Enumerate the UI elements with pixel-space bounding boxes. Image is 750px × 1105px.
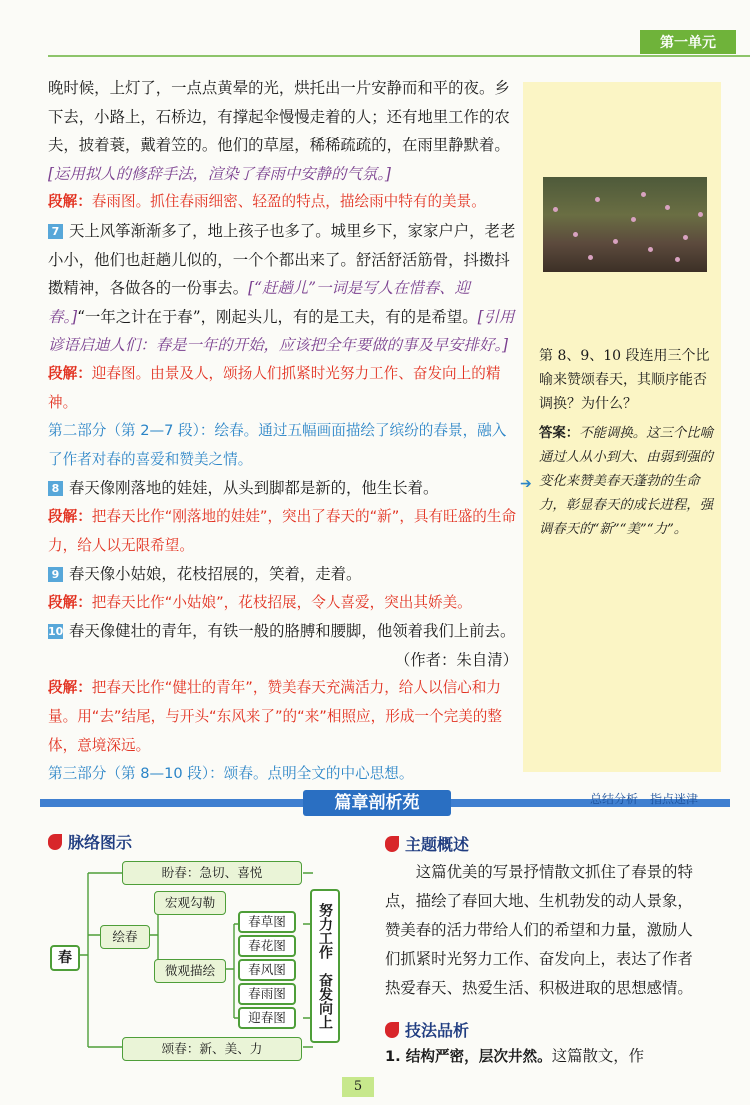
diagram-scene-node: 迎春图 [238, 1007, 296, 1029]
diagram-scene-node: 春草图 [238, 911, 296, 933]
page-number: 5 [342, 1077, 374, 1097]
diagram-mid-node: 绘春 [100, 925, 150, 949]
technique-point [385, 1042, 705, 1071]
answer-label: 答案： [539, 426, 580, 441]
paragraph-9 [48, 560, 518, 589]
paragraph-number: 9 [48, 567, 63, 582]
bookmark-icon [385, 836, 399, 852]
part-summary: 第二部分（第 2—7 段）：绘春。通过五幅画面描绘了缤纷的春景，融入了作者对春的喜爱和赞美之情。 [48, 422, 507, 468]
analysis-text: 把春天比作“健壮的青年”，赞美春天充满活力，给人以信心和力量。用“去”结尾，与开头“东风来了”的“来”相照应，形成一个完美的整体，意境深远。 [48, 679, 502, 754]
sidebar-answer [539, 422, 715, 542]
heading-text: 脉络图示 [68, 833, 133, 852]
sidebar-question-box [523, 82, 721, 772]
analysis-text: 把春天比作“小姑娘”，花枝招展，令人喜爱，突出其娇美。 [91, 593, 472, 611]
annotation: [“赶趟儿”一词是写人在惜春、迎春。] [48, 279, 470, 326]
paragraph-text: 春天像刚落地的娃娃，从头到脚都是新的，他生长着。 [69, 479, 439, 498]
part-summary: 第三部分（第 8—10 段）：颂春。点明全文的中心思想。 [48, 765, 414, 783]
diagram-side-label: 努力工作 奋发向上 [310, 889, 340, 1043]
diagram-top-node: 盼春：急切、喜悦 [122, 861, 302, 885]
bookmark-icon [385, 1022, 399, 1038]
analysis-label: 段解： [48, 507, 92, 525]
diagram-macro-node: 宏观勾勒 [154, 891, 226, 915]
analysis-text: 把春天比作“刚落地的娃娃”，突出了春天的“新”，具有旺盛的生命力，给人以无限希望。 [48, 507, 517, 554]
paragraph-number: 7 [48, 224, 63, 239]
theme-summary [385, 858, 705, 1003]
paragraph-analysis [48, 674, 518, 760]
diagram-scene-node: 春雨图 [238, 983, 296, 1005]
paragraph-number: 8 [48, 481, 63, 496]
technique-text [385, 1042, 705, 1071]
heading-text: 技法品析 [405, 1021, 470, 1040]
paragraph-8 [48, 474, 518, 503]
annotation: [运用拟人的修辞手法，渲染了春雨中安静的气氛。] [48, 164, 391, 183]
analysis-label: 段解： [48, 193, 92, 211]
flower-field-photo [543, 177, 707, 272]
technique-point-title: 1. 结构严密，层次井然。 [385, 1048, 552, 1065]
theme-heading [385, 832, 469, 855]
paragraph-analysis [48, 188, 518, 217]
analysis-label: 段解： [48, 364, 92, 382]
theme-text: 这篇优美的写景抒情散文抓住了春景的特点，描绘了春回大地、生机勃发的动人景象，赞美春的活力带给人们的希望和力量，激励人们抓紧时光努力工作、奋发向上，表达了作者热爱春天、热爱生活、积极进取的思想感情。 [385, 863, 693, 997]
header-rule [48, 55, 750, 57]
paragraph-7 [48, 217, 518, 360]
section-banner: 篇章剖析苑 [303, 790, 451, 816]
sidebar-question: 第 8、9、10 段连用三个比喻来赞颂春天，其顺序能否调换？为什么？ [539, 348, 710, 412]
heading-text: 主题概述 [405, 835, 470, 854]
paragraph-text: “一年之计在于春”，刚起头儿，有的是工夫，有的是希望。 [77, 307, 478, 326]
paragraph-analysis [48, 360, 518, 417]
unit-tag: 第一单元 [640, 30, 736, 54]
analysis-text: 春雨图。抓住春雨细密、轻盈的特点，描绘雨中特有的美景。 [91, 193, 486, 211]
paragraph-6-text: 晚时候，上灯了，一点点黄晕的光，烘托出一片安静而和平的夜。乡下去，小路上，石桥边，有撑起伞慢慢走着的人；还有地里工作的农夫，披着蓑，戴着笠的。他们的草屋，稀稀疏疏的，在雨里静默着。 [48, 79, 510, 155]
paragraph-text: 春天像小姑娘，花枝招展的，笑着，走着。 [69, 565, 362, 584]
technique-heading [385, 1018, 469, 1041]
structure-heading [48, 830, 132, 853]
analysis-label: 段解： [48, 593, 92, 611]
diagram-micro-node: 微观描绘 [154, 959, 226, 983]
paragraph-text: 天上风筝渐渐多了，地上孩子也多了。城里乡下，家家户户，老老小小，他们也赶趟儿似的，一个个都出来了。舒活舒活筋骨，抖擞抖擞精神，各做各的一份事去。 [48, 221, 516, 298]
paragraph-analysis [48, 589, 518, 618]
annotation: [引用谚语启迪人们：春是一年的开始，应该把全年要做的事及早安排好。] [48, 307, 515, 355]
paragraph-number: 10 [48, 625, 64, 639]
main-text [48, 74, 518, 789]
author-credit: （作者：朱自清） [394, 650, 518, 669]
section-banner-subtitle: 总结分析 指点迷津 [590, 792, 699, 806]
paragraph-analysis [48, 503, 518, 560]
paragraph-text: 春天像健壮的青年，有铁一般的胳膊和腰脚，他领着我们上前去。 [69, 622, 516, 641]
arrow-right-icon: ➔ [520, 476, 532, 492]
structure-diagram [48, 855, 368, 1065]
diagram-bottom-node: 颂春：新、美、力 [122, 1037, 302, 1061]
diagram-scene-node: 春花图 [238, 935, 296, 957]
bookmark-icon [48, 834, 62, 850]
analysis-label: 段解： [48, 679, 92, 697]
diagram-root: 春 [50, 945, 80, 971]
technique-point-text: 这篇散文，作 [551, 1047, 645, 1065]
answer-text: 不能调换。这三个比喻通过人从小到大、由弱到强的变化来赞美春天蓬勃的生命力，彰显春天的成长进程，强调春天的“新”“美”“力”。 [539, 426, 714, 537]
paragraph-10 [48, 617, 518, 646]
analysis-text: 迎春图。由景及人，颂扬人们抓紧时光努力工作、奋发向上的精神。 [48, 364, 501, 411]
diagram-scene-node: 春风图 [238, 959, 296, 981]
